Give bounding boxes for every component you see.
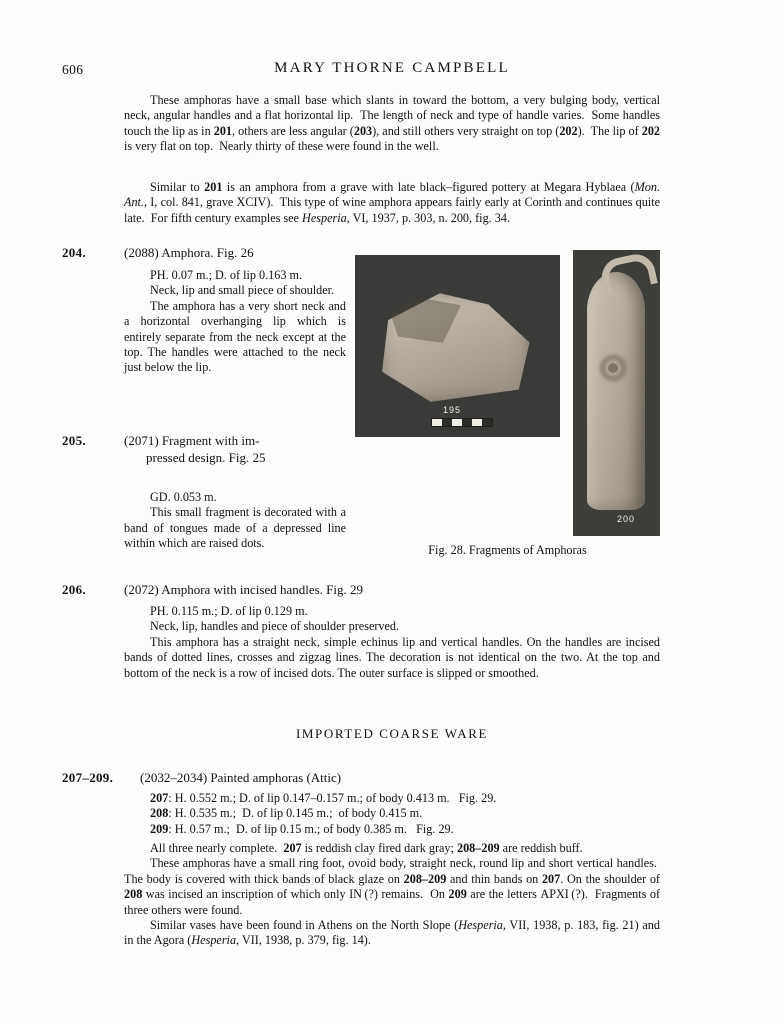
figure-28 [355, 250, 660, 536]
entry-title-204: (2088) Amphora. Fig. 26 [124, 245, 254, 260]
photo-label-195: 195 [443, 405, 462, 415]
entry-title-205 [124, 432, 354, 466]
figure-photo-right [573, 250, 660, 536]
amphora-neck-200 [587, 272, 645, 510]
entry-205-dims: GD. 0.053 m. [150, 490, 217, 504]
entry-205-title-line2: pressed design. Fig. 25 [146, 450, 266, 465]
section-heading: IMPORTED COARSE WARE [295, 726, 489, 741]
intro-paragraph-2: Similar to 201 is an amphora from a grave with late black–figured pottery at Megara Hyblaea (Mon. Ant., I, col. 841, grave XCIV). This type of wine amphora appears fairly early at Corinth and continues quite late. For fifth century examples see Hesperia, VI, 1937, p. 303, n. 200, fig. 34. [124, 180, 660, 225]
figure-caption: Fig. 28. Fragments of Amphoras [428, 543, 587, 557]
entry-204-para1: Neck, lip and small piece of shoulder. [150, 283, 335, 298]
entry-number-206: 206. [62, 582, 86, 597]
entry-207-dimension-list: 207: H. 0.552 m.; D. of lip 0.147–0.157 m.; of body 0.413 m. Fig. 29. 208: H. 0.535 m.; D. of lip 0.145 m.; of body 0.415 m. 209: H. 0.57 m.; D. of lip 0.15 m.; of body 0.385 m. Fig. 29. [150, 791, 497, 836]
entry-205-title-line1: (2071) Fragment with im- [124, 433, 260, 448]
entry-207-para3: Similar vases have been found in Athens on the North Slope (Hesperia, VII, 1938, p. 183, fig. 21) and in the Agora (Hesperia, VII, 1938, p. 379, fig. 14). [124, 918, 660, 948]
entry-title-207-209: (2032–2034) Painted amphoras (Attic) [140, 770, 342, 785]
entry-204-dims: PH. 0.07 m.; D. of lip 0.163 m. [150, 268, 303, 282]
entry-body-206 [124, 604, 660, 681]
figure-photo-left [355, 255, 560, 437]
page-number: 606 [62, 62, 84, 77]
entry-number-205: 205. [62, 433, 86, 448]
stamped-rosette [601, 356, 625, 380]
entry-204-para2: The amphora has a very short neck and a horizontal overhanging lip which is entirely separate from the neck except at the top. The handles were attached to the neck just below the lip. [124, 298, 346, 375]
scale-bar [431, 418, 493, 427]
intro-paragraph-1: These amphoras have a small base which slants in toward the bottom, a very bulging body, vertical neck, angular handles and a flat horizontal lip. The length of neck and type of handle varies. Some handles touch the lip as in 201, others are less angular (203), and still others very straight on top (202). The lip of 202 is very flat on top. Nearly thirty of these were found in the well. [124, 93, 660, 154]
entry-number-204: 204. [62, 245, 86, 260]
amphora-handle [598, 251, 658, 295]
entry-title-206: (2072) Amphora with incised handles. Fig. 29 [124, 582, 364, 597]
entry-number-207-209: 207–209. [62, 770, 114, 785]
entry-207-para2: These amphoras have a small ring foot, ovoid body, straight neck, round lip and short vertical handles. The body is covered with thick bands of black glaze on 208–209 and thin bands on 207. On the shoulder of 208 was incised an inscription of which only IN (?) remains. On 209 are the letters ΑΡΧΙ (?). Fragments of three others were found. [124, 856, 660, 917]
photo-label-200: 200 [617, 514, 636, 524]
entry-207-para1: All three nearly complete. 207 is reddish clay fired dark gray; 208–209 are reddish buff. [150, 841, 583, 855]
entry-body-205 [124, 490, 346, 552]
entry-205-para1: This small fragment is decorated with a band of tongues made of a depressed line within which are raised dots. [124, 505, 346, 551]
entry-206-para2: This amphora has a straight neck, simple echinus lip and vertical handles. On the handles are incised bands of dotted lines, crosses and zigzag lines. The decoration is not identical on the two. At the top and bottom of the neck is a row of incised dots. The outer surface is slipped or smoothed. [124, 634, 660, 680]
running-head: MARY THORNE CAMPBELL [274, 60, 510, 76]
entry-206-para1: Neck, lip, handles and piece of shoulder preserved. [150, 619, 400, 634]
entry-206-dims: PH. 0.115 m.; D. of lip 0.129 m. [150, 604, 308, 618]
entry-body-204 [124, 268, 346, 376]
entry-207-body [124, 841, 660, 949]
